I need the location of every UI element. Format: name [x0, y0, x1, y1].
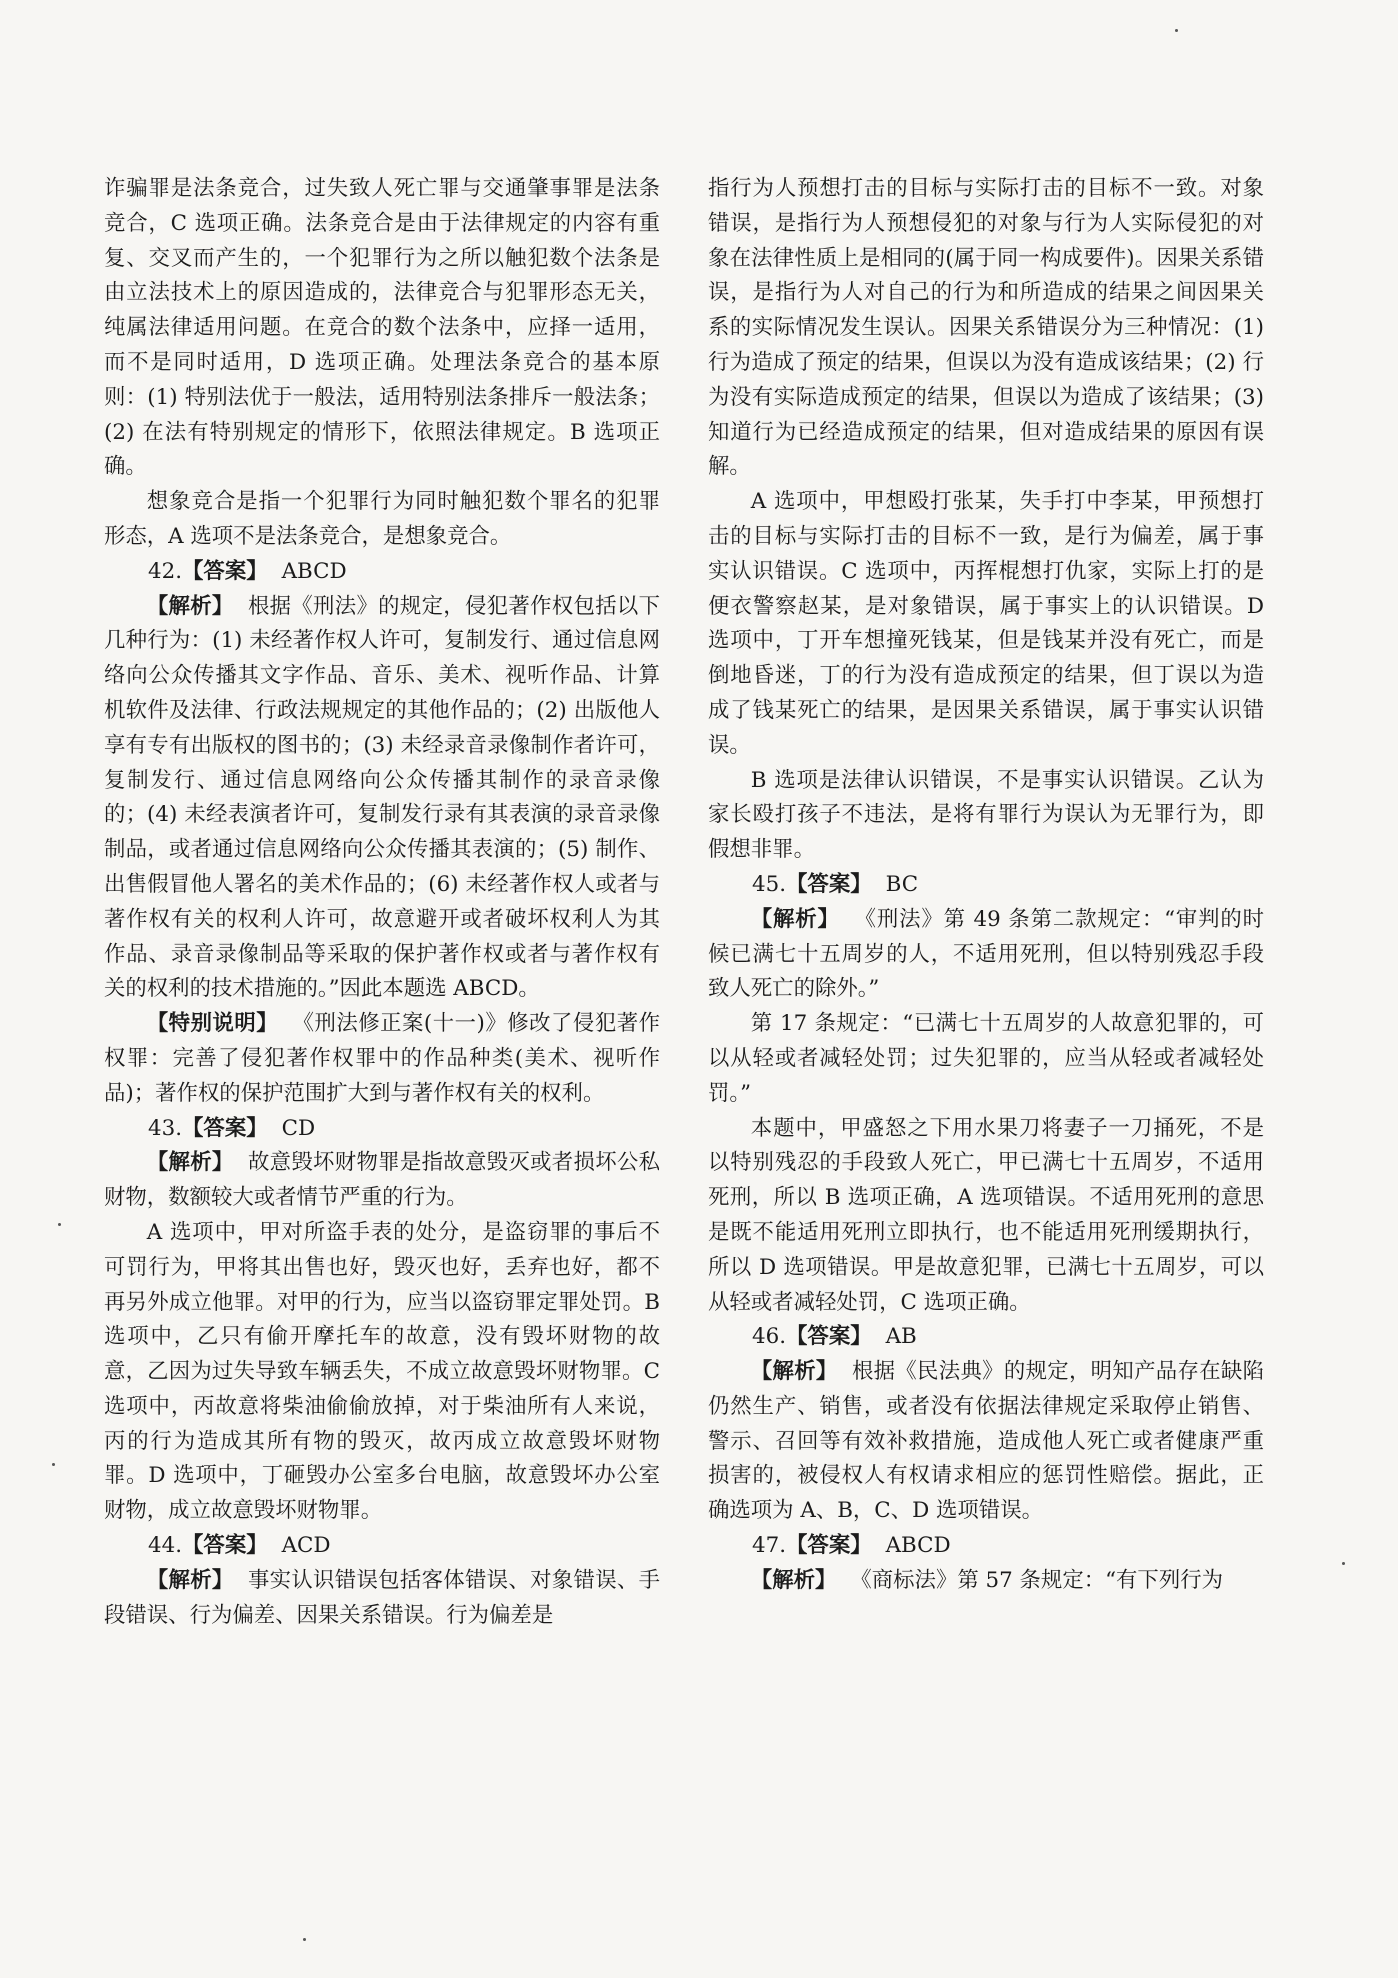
paragraph-text: 诈骗罪是法条竞合，过失致人死亡罪与交通肇事罪是法条竞合，C 选项正确。法条竞合是由于法律规定的内容有重复、交叉而产生的，一个犯罪行为之所以触犯数个法条是由立法技术上的原因造成的，法律竞合与犯罪形态无关，纯属法律适用问题。在竞合的数个法条中，应择一适用，而不是同时适用，D 选项正确。处理法条竞合的基本原则：(1) 特别法优于一般法，适用特别法条排斥一般法条；(2) 在法有特别规定的情形下，依照法律规定。B 选项正确。 [104, 176, 660, 480]
answer-line [708, 1529, 1264, 1564]
section-label: 【解析】 [750, 1359, 838, 1385]
answer-value: BC [885, 871, 919, 897]
answer-value: AB [885, 1324, 917, 1350]
analysis-paragraph [708, 1564, 1264, 1599]
answer-label: 【答案】 [182, 558, 268, 584]
right-column [708, 172, 1264, 1599]
paragraph [708, 485, 1264, 763]
answer-value: ABCD [885, 1533, 951, 1559]
scan-speck [52, 1463, 55, 1466]
answer-label: 【答案】 [786, 871, 872, 897]
paragraph-text: 本题中，甲盛怒之下用水果刀将妻子一刀捅死，不是以特别残忍的手段致人死亡，甲已满七十五周岁，不适用死刑，所以 B 选项正确，A 选项错误。不适用死刑的意思是既不能适用死刑立即执行，也不能适用死刑缓期执行，所以 D 选项错误。甲是故意犯罪，已满七十五周岁，可以从轻或者减轻处罚，C 选项正确。 [708, 1115, 1264, 1315]
paragraph-text: 事实认识错误包括客体错误、对象错误、手段错误、行为偏差、因果关系错误。行为偏差是 [104, 1567, 660, 1628]
answer-label: 【答案】 [786, 1324, 872, 1350]
continued-paragraph [104, 172, 660, 485]
question-number: 47. [752, 1533, 787, 1559]
paragraph-text: A 选项中，甲想殴打张某，失手打中李某，甲预想打击的目标与实际打击的目标不一致，是行为偏差，属于事实认识错误。C 选项中，丙挥棍想打仇家，实际上打的是便衣警察赵某，是对象错误，属于事实上的认识错误。D 选项中，丁开车想撞死钱某，但是钱某并没有死亡，而是倒地昏迷，丁的行为没有造成预定的结果，但丁误以为造成了钱某死亡的结果，是因果关系错误，属于事实认识错误。 [708, 489, 1264, 758]
question-number: 46. [752, 1324, 787, 1350]
scan-speck [303, 1938, 306, 1941]
section-label: 【解析】 [750, 906, 840, 932]
paragraph [708, 1007, 1264, 1111]
scan-speck [1342, 1562, 1345, 1565]
paragraph [104, 485, 660, 555]
analysis-paragraph [708, 903, 1264, 1007]
analysis-paragraph [104, 1007, 660, 1111]
section-label: 【特别说明】 [146, 1011, 279, 1037]
answer-label: 【答案】 [786, 1533, 872, 1559]
section-label: 【解析】 [146, 593, 234, 619]
paragraph-text: B 选项是法律认识错误，不是事实认识错误。乙认为家长殴打孩子不违法，是将有罪行为误认为无罪行为，即假想非罪。 [708, 767, 1264, 863]
paragraph-text: 指行为人预想打击的目标与实际打击的目标不一致。对象错误，是指行为人预想侵犯的对象与行为人实际侵犯的对象在法律性质上是相同的(属于同一构成要件)。因果关系错误，是指行为人对自己的行为和所造成的结果之间因果关系的实际情况发生误认。因果关系错误分为三种情况：(1) 行为造成了预定的结果，但误以为没有造成该结果；(2) 行为没有实际造成预定的结果，但误以为造成了该结果；(3) 知道行为已经造成预定的结果，但对造成结果的原因有误解。 [708, 176, 1264, 480]
paragraph-text: 想象竞合是指一个犯罪行为同时触犯数个罪名的犯罪形态，A 选项不是法条竞合，是想象竞合。 [104, 489, 660, 549]
answer-value: CD [281, 1115, 316, 1141]
paragraph [708, 764, 1264, 868]
section-label: 【解析】 [146, 1567, 234, 1593]
paragraph-text: 第 17 条规定：“已满七十五周岁的人故意犯罪的，可以从轻或者减轻处罚；过失犯罪的，应当从轻或者减轻处罚。” [708, 1011, 1264, 1106]
answer-line [708, 868, 1264, 903]
paragraph-text: 《刑法修正案(十一)》修改了侵犯著作权罪：完善了侵犯著作权罪中的作品种类(美术、视听作品)；著作权的保护范围扩大到与著作权有关的权利。 [104, 1011, 660, 1106]
paragraph-text: 故意毁坏财物罪是指故意毁灭或者损坏公私财物，数额较大或者情节严重的行为。 [104, 1150, 660, 1211]
analysis-paragraph [104, 590, 660, 1008]
answer-line [708, 1320, 1264, 1355]
question-number: 42. [148, 558, 183, 584]
question-number: 44. [148, 1533, 183, 1559]
question-number: 45. [752, 871, 787, 897]
continued-paragraph [708, 172, 1264, 485]
answer-line [104, 555, 660, 590]
answer-value: ABCD [281, 558, 347, 584]
left-column [104, 172, 660, 1633]
paragraph [104, 1216, 660, 1529]
paragraph [708, 1112, 1264, 1321]
answer-label: 【答案】 [182, 1115, 268, 1141]
answer-value: ACD [281, 1533, 331, 1559]
paragraph-text: 《商标法》第 57 条规定：“有下列行为 [850, 1567, 1223, 1593]
scan-speck [1175, 29, 1178, 32]
question-number: 43. [148, 1115, 183, 1141]
answer-label: 【答案】 [182, 1533, 268, 1559]
analysis-paragraph [104, 1146, 660, 1216]
section-label: 【解析】 [146, 1150, 234, 1176]
paragraph-text: 根据《刑法》的规定，侵犯著作权包括以下几种行为：(1) 未经著作权人许可，复制发行、通过信息网络向公众传播其文字作品、音乐、美术、视听作品、计算机软件及法律、行政法规规定的其他作品的；(2) 出版他人享有专有出版权的图书的；(3) 未经录音录像制作者许可，复制发行、通过信息网络向公众传播其制作的录音录像的；(4) 未经表演者许可，复制发行录有其表演的录音录像制品，或者通过信息网络向公众传播其表演的；(5) 制作、出售假冒他人署名的美术作品的；(6) 未经著作权人或者与著作权有关的权利人许可，故意避开或者破坏权利人为其作品、录音录像制品等采取的保护著作权或者与著作权有关的权利的技术措施的。”因此本题选 ABCD。 [104, 593, 660, 1002]
section-label: 【解析】 [750, 1567, 837, 1593]
answer-line [104, 1529, 660, 1564]
paragraph-text: 《刑法》第 49 条第二款规定：“审判的时候已满七十五周岁的人，不适用死刑，但以特别残忍手段致人死亡的除外。” [708, 906, 1264, 1002]
analysis-paragraph [708, 1355, 1264, 1529]
scan-speck [58, 1223, 61, 1226]
paragraph-text: A 选项中，甲对所盗手表的处分，是盗窃罪的事后不可罚行为，甲将其出售也好，毁灭也好，丢弃也好，都不再另外成立他罪。对甲的行为，应当以盗窃罪定罪处罚。B 选项中，乙只有偷开摩托车的故意，没有毁坏财物的故意，乙因为过失导致车辆丢失，不成立故意毁坏财物罪。C 选项中，丙故意将柴油偷偷放掉，对于柴油所有人来说，丙的行为造成其所有物的毁灭，故丙成立故意毁坏财物罪。D 选项中，丁砸毁办公室多台电脑，故意毁坏办公室财物，成立故意毁坏财物罪。 [104, 1219, 660, 1524]
analysis-paragraph [104, 1564, 660, 1634]
answer-line [104, 1112, 660, 1147]
paragraph-text: 根据《民法典》的规定，明知产品存在缺陷仍然生产、销售，或者没有依据法律规定采取停止销售、警示、召回等有效补救措施，造成他人死亡或者健康严重损害的，被侵权人有权请求相应的惩罚性赔偿。据此，正确选项为 A、B，C、D 选项错误。 [708, 1359, 1264, 1524]
